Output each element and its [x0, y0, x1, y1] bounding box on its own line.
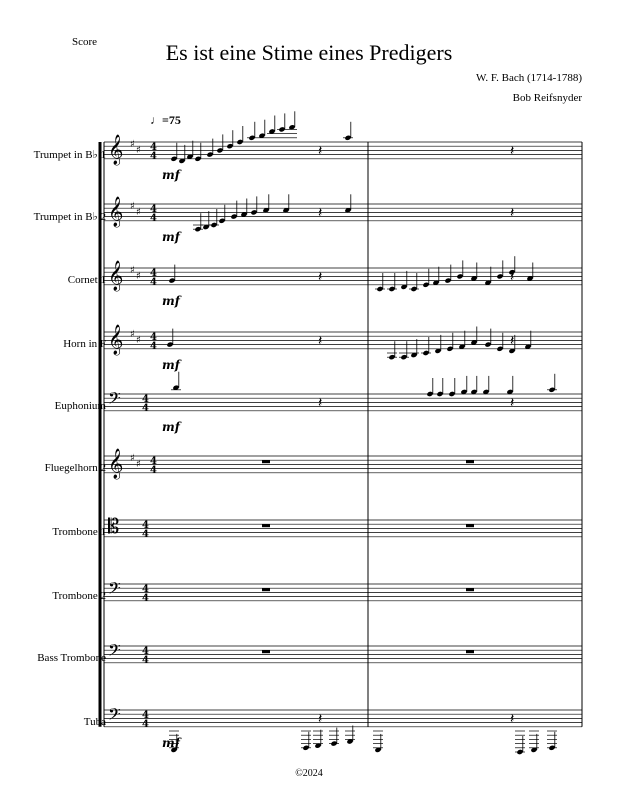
dynamic-marking: mf [162, 419, 180, 434]
arranger-credit: Bob Reifsnyder [512, 92, 582, 104]
time-signature-bottom: 4 [150, 277, 157, 288]
instrument-label-bass-trombone: Bass Trombone [37, 652, 106, 664]
sharp-icon: ♯ [130, 329, 135, 340]
treble-clef-icon: 𝄞 [108, 449, 124, 479]
treble-clef-icon: 𝄞 [108, 261, 124, 291]
staff-6 [104, 456, 582, 473]
quarter-rest-icon: 𝄽 [510, 269, 515, 285]
bass-clef-icon: 𝄢 [108, 704, 121, 728]
quarter-rest-icon: 𝄽 [318, 269, 323, 285]
instrument-label-trombone-1: Trombone 1 [52, 526, 106, 538]
time-signature-bottom: 4 [150, 341, 157, 352]
time-signature-top: 4 [142, 520, 149, 531]
treble-clef-icon: 𝄞 [108, 325, 124, 355]
sharp-icon: ♯ [136, 207, 141, 218]
quarter-rest-icon: 𝄽 [318, 395, 323, 411]
instrument-label-trumpet-1: Trumpet in B♭ 1 [33, 149, 106, 161]
bass-clef-icon: 𝄢 [108, 578, 121, 602]
whole-rest [466, 650, 474, 653]
quarter-rest-icon: 𝄽 [318, 205, 323, 221]
alto-clef-icon: 𝄡 [108, 514, 120, 538]
sharp-icon: ♯ [130, 139, 135, 150]
quarter-rest-icon: 𝄽 [318, 711, 323, 727]
composer-credit: W. F. Bach (1714-1788) [476, 72, 582, 84]
quarter-rest-icon: 𝄽 [318, 333, 323, 349]
treble-clef-icon: 𝄞 [108, 135, 124, 165]
quarter-rest-icon: 𝄽 [510, 711, 515, 727]
time-signature-bottom: 4 [142, 403, 149, 414]
time-signature-top: 4 [142, 710, 149, 721]
bass-clef-icon: 𝄢 [108, 388, 121, 412]
staff-8 [104, 584, 582, 601]
sharp-icon: ♯ [130, 201, 135, 212]
sharp-icon: ♯ [136, 271, 141, 282]
sharp-icon: ♯ [130, 265, 135, 276]
time-signature-bottom: 4 [150, 213, 157, 224]
bass-clef-icon: 𝄢 [108, 640, 121, 664]
staff-9 [104, 646, 582, 663]
whole-rest [466, 460, 474, 463]
time-signature-bottom: 4 [142, 529, 149, 540]
time-signature-top: 4 [150, 142, 157, 153]
instrument-label-cornet-1: Cornet 1 [67, 274, 106, 286]
sharp-icon: ♯ [130, 453, 135, 464]
dynamic-marking: mf [162, 357, 180, 372]
time-signature-top: 4 [150, 268, 157, 279]
treble-clef-icon: 𝄞 [108, 197, 124, 227]
instrument-label-trumpet-2: Trumpet in B♭ 2 [33, 211, 106, 223]
dynamic-marking: mf [162, 229, 180, 244]
dynamic-marking: mf [162, 735, 180, 750]
time-signature-top: 4 [142, 584, 149, 595]
quarter-rest-icon: 𝄽 [510, 395, 515, 411]
tempo-marking: ♩=75 [150, 113, 181, 127]
instrument-label-tuba: Tuba [83, 716, 106, 728]
staff-7 [104, 520, 582, 537]
page-title: Es ist eine Stime eines Predigers [165, 40, 453, 65]
quarter-rest-icon: 𝄽 [510, 143, 515, 159]
whole-rest [466, 588, 474, 591]
instrument-label-euphonium: Euphonium [54, 400, 106, 412]
instrument-label-fluegelhorn-2: Fluegelhorn 2 [44, 462, 106, 474]
dynamic-marking: mf [162, 167, 180, 182]
time-signature-bottom: 4 [142, 719, 149, 730]
copyright-notice: ©2024 [295, 768, 323, 779]
time-signature-top: 4 [142, 394, 149, 405]
sharp-icon: ♯ [136, 459, 141, 470]
sharp-icon: ♯ [136, 335, 141, 346]
time-signature-bottom: 4 [150, 465, 157, 476]
dynamic-marking: mf [162, 293, 180, 308]
quarter-rest-icon: 𝄽 [510, 205, 515, 221]
instrument-label-horn: Horn in F [63, 338, 106, 350]
whole-rest [262, 588, 270, 591]
time-signature-top: 4 [150, 332, 157, 343]
score-label: Score [72, 36, 98, 48]
time-signature-top: 4 [150, 204, 157, 215]
instrument-label-trombone-2: Trombone 2 [52, 590, 106, 602]
time-signature-bottom: 4 [142, 655, 149, 666]
time-signature-bottom: 4 [150, 151, 157, 162]
time-signature-top: 4 [150, 456, 157, 467]
whole-rest [262, 524, 270, 527]
whole-rest [262, 650, 270, 653]
whole-rest [466, 524, 474, 527]
quarter-rest-icon: 𝄽 [510, 333, 515, 349]
whole-rest [262, 460, 270, 463]
quarter-rest-icon: 𝄽 [318, 143, 323, 159]
time-signature-bottom: 4 [142, 593, 149, 604]
time-signature-top: 4 [142, 646, 149, 657]
sharp-icon: ♯ [136, 145, 141, 156]
